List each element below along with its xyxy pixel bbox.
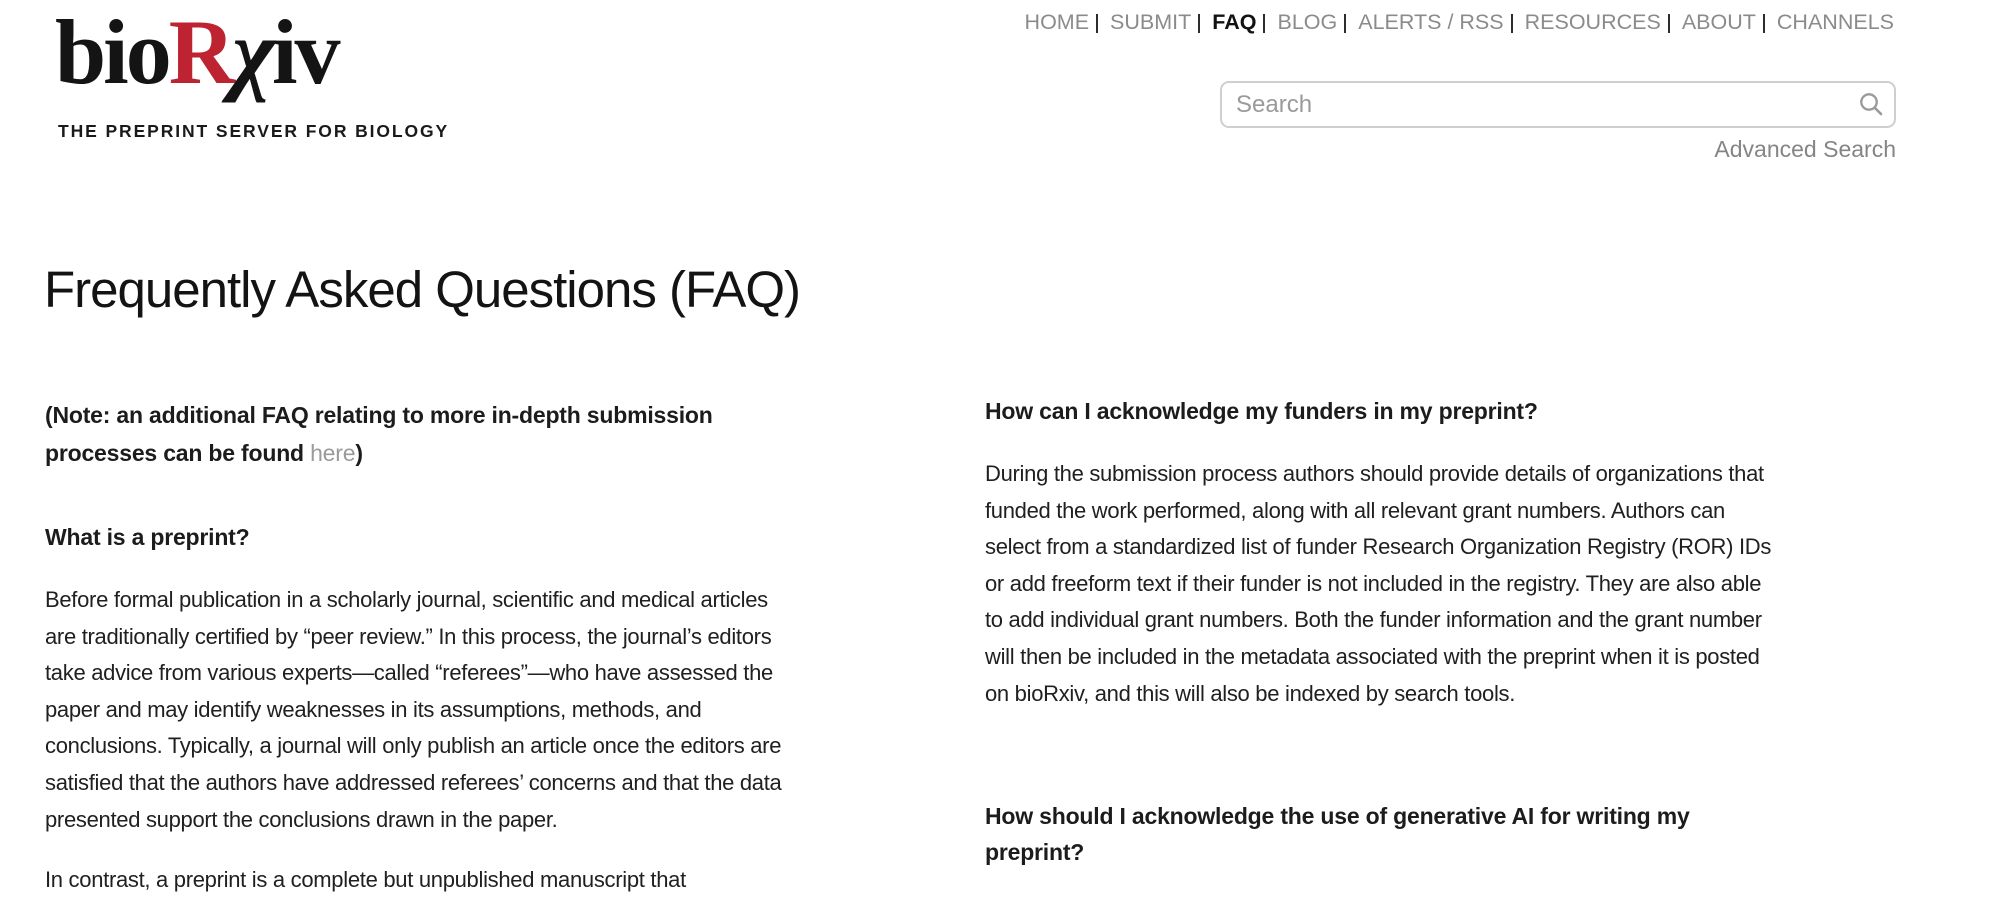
logo-chi: χ xyxy=(232,1,272,103)
faq-answer-acknowledge-funders: During the submission process authors should provide details of organizations that funded the work performed, along with all relevant grant numbers. Authors can select from a standardized list of funder Research Organization Registry (ROR) IDs or add freeform text if their funder is not included in the registry. They are also able to add individual grant numbers. Both the funder information and the grant number will then be included in the metadata associated with the preprint when it is posted on bioRxiv, and this will also be indexed by search tools. xyxy=(985,461,1772,706)
nav-item-about[interactable]: ABOUT xyxy=(1681,10,1756,34)
faq-left-column xyxy=(45,396,801,899)
logo-r: R xyxy=(168,1,233,103)
note-text-after: ) xyxy=(355,440,363,466)
page-title: Frequently Asked Questions (FAQ) xyxy=(44,261,801,318)
note-here-link[interactable]: here xyxy=(310,440,356,466)
faq-question-acknowledge-funders: How can I acknowledge my funders in my preprint? xyxy=(985,398,1538,424)
faq-answer-continued-cutoff: In contrast, a preprint is a complete but unpublished manuscript that xyxy=(45,867,686,893)
nav-item-alerts-rss[interactable]: ALERTS / RSS xyxy=(1358,10,1504,34)
magnifier-icon[interactable] xyxy=(1857,90,1885,123)
faq-question-what-is-a-preprint: What is a preprint? xyxy=(45,524,250,550)
nav-separator xyxy=(1763,14,1765,33)
logo-bio: bio xyxy=(55,1,169,103)
faq-right-column xyxy=(985,396,1781,870)
logo-iv: iv xyxy=(271,1,338,103)
nav-item-home[interactable]: HOME xyxy=(1024,10,1090,34)
nav-item-faq[interactable]: FAQ xyxy=(1212,10,1257,34)
nav-separator xyxy=(1668,14,1670,33)
nav-item-blog[interactable]: BLOG xyxy=(1277,10,1338,34)
nav-item-resources[interactable]: RESOURCES xyxy=(1524,10,1661,34)
search-input[interactable] xyxy=(1220,81,1896,128)
logo-tagline: THE PREPRINT SERVER FOR BIOLOGY xyxy=(58,121,450,141)
search-box xyxy=(1220,81,1896,128)
nav-separator xyxy=(1511,14,1513,33)
nav-separator xyxy=(1096,14,1098,33)
biorxiv-logo[interactable] xyxy=(55,0,338,106)
nav-separator xyxy=(1344,14,1346,33)
nav-separator xyxy=(1263,14,1265,33)
nav-item-channels[interactable]: CHANNELS xyxy=(1776,10,1894,34)
faq-question-generative-ai: How should I acknowledge the use of generative AI for writing my preprint? xyxy=(985,803,1690,866)
nav-separator xyxy=(1198,14,1200,33)
note-text xyxy=(45,396,801,472)
note-text-before: (Note: an additional FAQ relating to more in-depth submission processes can be found xyxy=(45,402,713,466)
main-nav xyxy=(1025,10,1894,35)
faq-answer-what-is-a-preprint: Before formal publication in a scholarly journal, scientific and medical articles are traditionally certified by “peer review.” In this process, the journal’s editors take advice from various experts—called “referees”—who have assessed the paper and may identify weaknesses in its assumptions, methods, and conclusions. Typically, a journal will only publish an article once the editors are satisfied that the authors have addressed referees’ concerns and that the data presented support the conclusions drawn in the paper. xyxy=(45,587,782,832)
nav-item-submit[interactable]: SUBMIT xyxy=(1110,10,1192,34)
advanced-search-link[interactable]: Advanced Search xyxy=(1714,136,1896,162)
